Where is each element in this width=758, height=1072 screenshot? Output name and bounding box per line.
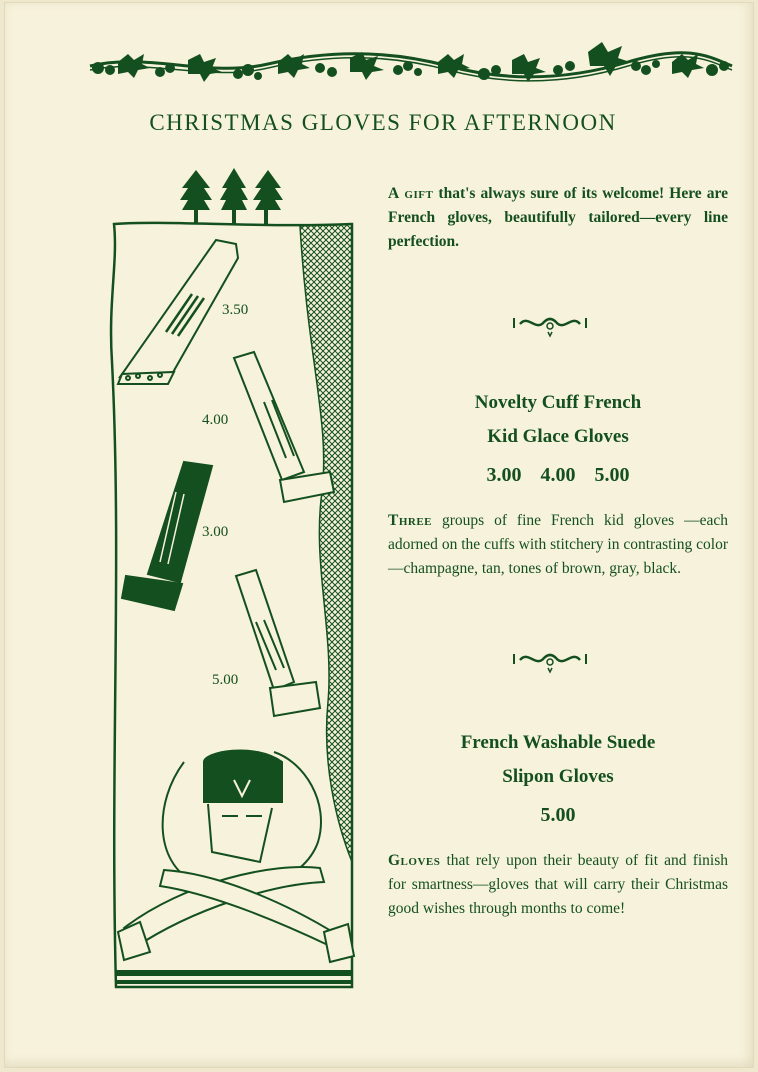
section1-heading-line1: Novelty Cuff French bbox=[474, 392, 642, 413]
long-gloves-icon bbox=[118, 867, 354, 962]
price-label-400: 4.00 bbox=[202, 412, 229, 428]
section-washable-suede bbox=[388, 726, 728, 921]
section2-desc-text: that rely upon their beauty of fit and finish for smartness—gloves that will carry their Christmas good wishes through months to come! bbox=[388, 852, 728, 917]
glove-500-icon bbox=[236, 570, 320, 716]
section2-description bbox=[388, 849, 728, 921]
section1-desc-lead: Three bbox=[388, 512, 433, 529]
price-label-300: 3.00 bbox=[202, 524, 229, 540]
topiary-trees-icon bbox=[180, 168, 283, 224]
gloves-illustration bbox=[104, 162, 364, 1002]
section1-prices: 3.00 4.00 5.00 bbox=[486, 464, 630, 486]
section2-price: 5.00 bbox=[540, 804, 576, 826]
section2-heading-line1: French Washable Suede bbox=[460, 732, 656, 753]
section-novelty-cuff bbox=[388, 386, 728, 581]
glove-350-icon bbox=[118, 240, 238, 384]
section2-desc-lead: Gloves bbox=[388, 852, 441, 869]
intro-block bbox=[388, 182, 728, 254]
page-title: CHRISTMAS GLOVES FOR AFTERNOON bbox=[149, 110, 617, 135]
divider-ornament-icon bbox=[512, 314, 588, 338]
section1-desc-text: groups of fine French kid gloves —each adorned on the cuffs with stitchery in contrasting color—champagne, tan, tones of brown, gray, black. bbox=[388, 512, 728, 577]
section1-heading-line2: Kid Glace Gloves bbox=[487, 426, 629, 447]
holly-garland-ornament bbox=[88, 32, 734, 88]
glove-300-icon bbox=[122, 462, 212, 610]
price-label-350: 3.50 bbox=[222, 302, 249, 318]
intro-paragraph bbox=[388, 182, 728, 254]
intro-text: that's always sure of its welcome! Here are French gloves, beautifully tailored—every line perfection. bbox=[388, 185, 729, 250]
intro-lead: A gift bbox=[388, 185, 434, 202]
catalog-page bbox=[4, 2, 754, 1068]
section2-heading-line2: Slipon Gloves bbox=[502, 766, 614, 787]
divider-ornament-icon bbox=[512, 650, 588, 674]
section1-description bbox=[388, 509, 728, 581]
price-label-500: 5.00 bbox=[212, 672, 239, 688]
